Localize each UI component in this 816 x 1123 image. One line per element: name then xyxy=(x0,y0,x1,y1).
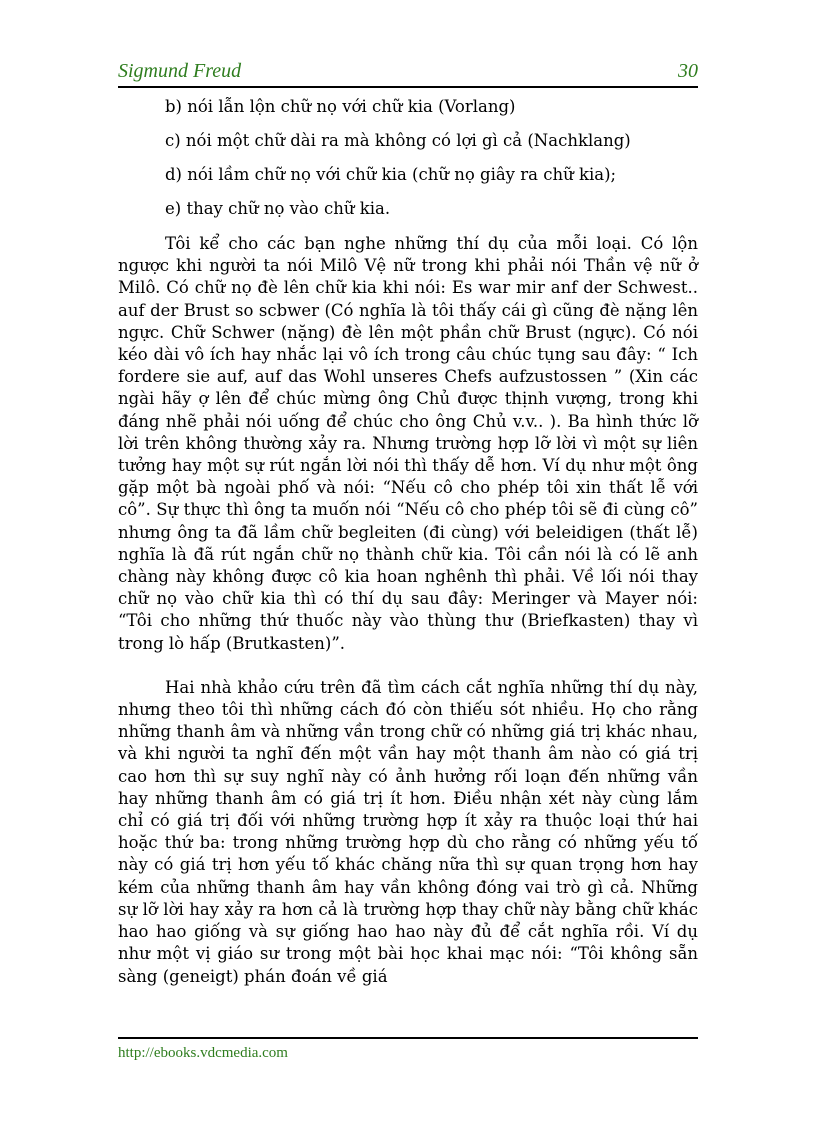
paragraph-examples: Tôi kể cho các bạn nghe những thí dụ của mỗi loại. Có lộn ngược khi người ta nói Milô Vệ nữ trong khi phải nói Thần vệ nữ ở Milô. Có chữ nọ đè lên chữ kia khi nói: Es war mir anf der Schwest.. auf der Brust so scbwer (Có nghĩa là tôi thấy cái gì cũng đè nặng lên ngực. Chữ Schwer (nặng) đè lên một phần chữ Brust (ngực). Có nói kéo dài vô ích hay nhắc lại vô ích trong câu chúc tụng sau đây: “ Ich fordere sie auf, auf das Wohl unseres Chefs aufzustossen ” (Xin các ngài hãy ợ lên để chúc mừng ông Chủ được thịnh vượng, trong khi đáng nhẽ phải nói uống để chúc cho ông Chủ v.v.. ). Ba hình thức lỡ lời trên không thường xảy ra. Nhưng trường hợp lỡ lời vì một sự liên tưởng hay một sự rút ngắn lời nói thì thấy dễ hơn. Ví dụ như một ông gặp một bà ngoài phố và nói: “Nếu cô cho phép tôi xin thất lễ với cô”. Sự thực thì ông ta muốn nói “Nếu cô cho phép tôi sẽ đi cùng cô” nhưng ông ta đã lầm chữ begleiten (đi cùng) với beleidigen (thất lễ) nghĩa là đã rút ngắn chữ nọ thành chữ kia. Tôi cần nói là có lẽ anh chàng này không được cô kia hoan nghênh thì phải. Về lối nói thay chữ nọ vào chữ kia thì có thí dụ sau đây: Meringer và Mayer nói: “Tôi cho những thứ thuốc này vào thùng thư (Briefkasten) thay vì trong lò hấp (Brutkasten)”. xyxy=(118,234,698,653)
page-footer xyxy=(118,1037,698,1062)
footer-url[interactable]: http://ebooks.vdcmedia.com xyxy=(118,1045,288,1061)
page-number: 30 xyxy=(678,60,698,82)
list-item-d: d) nói lầm chữ nọ với chữ kia (chữ nọ giây ra chữ kia); xyxy=(165,165,617,184)
list-item-c: c) nói một chữ dài ra mà không có lợi gì cả (Nachklang) xyxy=(165,131,631,150)
page-body xyxy=(118,96,698,988)
page-header xyxy=(118,58,698,88)
header-author: Sigmund Freud xyxy=(118,60,242,82)
list-item-b: b) nói lẫn lộn chữ nọ với chữ kia (Vorlang) xyxy=(165,97,516,116)
paragraph-explanation: Hai nhà khảo cứu trên đã tìm cách cắt nghĩa những thí dụ này, nhưng theo tôi thì những cách đó còn thiếu sót nhiều. Họ cho rằng những thanh âm và những vần trong chữ có những giá trị khác nhau, và khi người ta nghĩ đến một vần hay một thanh âm nào có giá trị cao hơn thì sự suy nghĩ này có ảnh hưởng rối loạn đến những vần hay những thanh âm có giá trị ít hơn. Điều nhận xét này cùng lắm chỉ có giá trị đối với những trường hợp ít xảy ra thuộc loại thứ hai hoặc thứ ba: trong những trường hợp dù cho rằng có những yếu tố này có giá trị hơn yếu tố khác chăng nữa thì sự quan trọng hơn hay kém của những thanh âm hay vần không đóng vai trò gì cả. Những sự lỡ lời hay xảy ra hơn cả là trường hợp thay chữ này bằng chữ khác hao hao giống và sự giống hao hao này đủ để cắt nghĩa rồi. Ví dụ như một vị giáo sư trong một bài học khai mạc nói: “Tôi không sẵn sàng (geneigt) phán đoán về giá xyxy=(118,677,698,986)
list-item-e: e) thay chữ nọ vào chữ kia. xyxy=(165,199,391,218)
